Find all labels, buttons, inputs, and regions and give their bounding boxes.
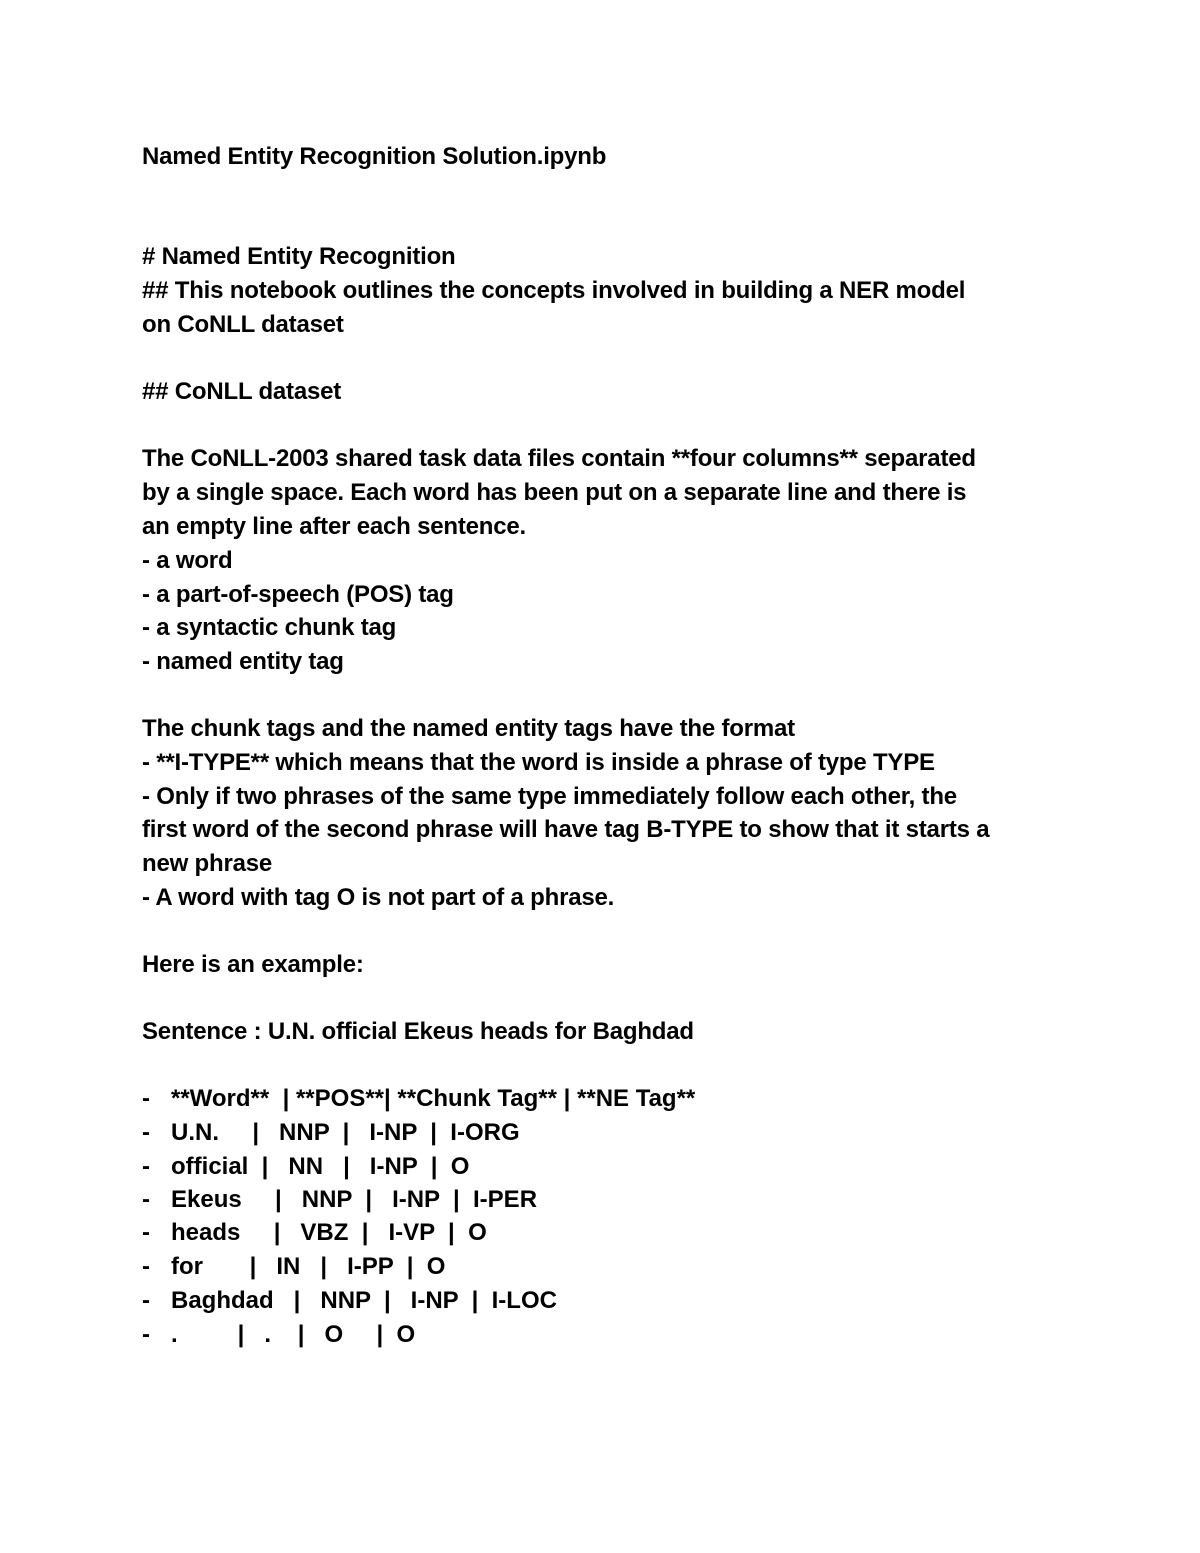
table-row [142,1085,696,1113]
table-row-dash: - [142,1085,150,1112]
column-item-ne: - named entity tag [142,648,344,675]
format-item-o: - A word with tag O is not part of a phrase. [142,884,615,911]
table-row-text: heads | VBZ | I-VP | O [171,1219,487,1246]
column-item-chunk: - a syntactic chunk tag [142,614,397,641]
table-row [142,1153,470,1181]
table-row-text: official | NN | I-NP | O [171,1153,470,1180]
table-row [142,1186,538,1214]
section-heading-conll: ## CoNLL dataset [142,378,342,405]
table-row-text: **Word** | **POS**| **Chunk Tag** | **NE Tag** [171,1085,696,1112]
table-row-text: . | . | O | O [171,1321,416,1348]
format-item-itype: - **I-TYPE** which means that the word is inside a phrase of type TYPE [142,749,935,776]
intro-line-2: by a single space. Each word has been put on a separate line and there is [142,479,967,506]
heading-ner: # Named Entity Recognition [142,243,456,270]
table-row-dash: - [142,1186,150,1213]
table-row [142,1119,520,1147]
table-row-text: Ekeus | NNP | I-NP | I-PER [171,1186,538,1213]
format-item-btype-line-1: - Only if two phrases of the same type immediately follow each other, the [142,783,957,810]
document-filename: Named Entity Recognition Solution.ipynb [142,143,607,170]
table-row [142,1287,557,1315]
format-item-btype-line-3: new phrase [142,850,273,877]
table-row-dash: - [142,1253,150,1280]
table-row [142,1321,416,1349]
table-row-text: Baghdad | NNP | I-NP | I-LOC [171,1287,557,1314]
format-intro: The chunk tags and the named entity tags have the format [142,715,795,742]
table-row-text: U.N. | NNP | I-NP | I-ORG [171,1119,520,1146]
table-row-dash: - [142,1153,150,1180]
table-row [142,1219,487,1247]
table-row-dash: - [142,1287,150,1314]
intro-line-1: The CoNLL-2003 shared task data files contain **four columns** separated [142,445,976,472]
heading-notebook-line-1: ## This notebook outlines the concepts involved in building a NER model [142,277,966,304]
example-sentence: Sentence : U.N. official Ekeus heads for Baghdad [142,1018,694,1045]
intro-line-3: an empty line after each sentence. [142,513,527,540]
column-item-pos: - a part-of-speech (POS) tag [142,581,454,608]
table-row-text: for | IN | I-PP | O [171,1253,446,1280]
example-intro: Here is an example: [142,951,364,978]
column-item-word: - a word [142,547,233,574]
table-row-dash: - [142,1219,150,1246]
table-row-dash: - [142,1321,150,1348]
table-row [142,1253,446,1281]
format-item-btype-line-2: first word of the second phrase will have tag B-TYPE to show that it starts a [142,816,990,843]
table-row-dash: - [142,1119,150,1146]
heading-notebook-line-2: on CoNLL dataset [142,311,344,338]
